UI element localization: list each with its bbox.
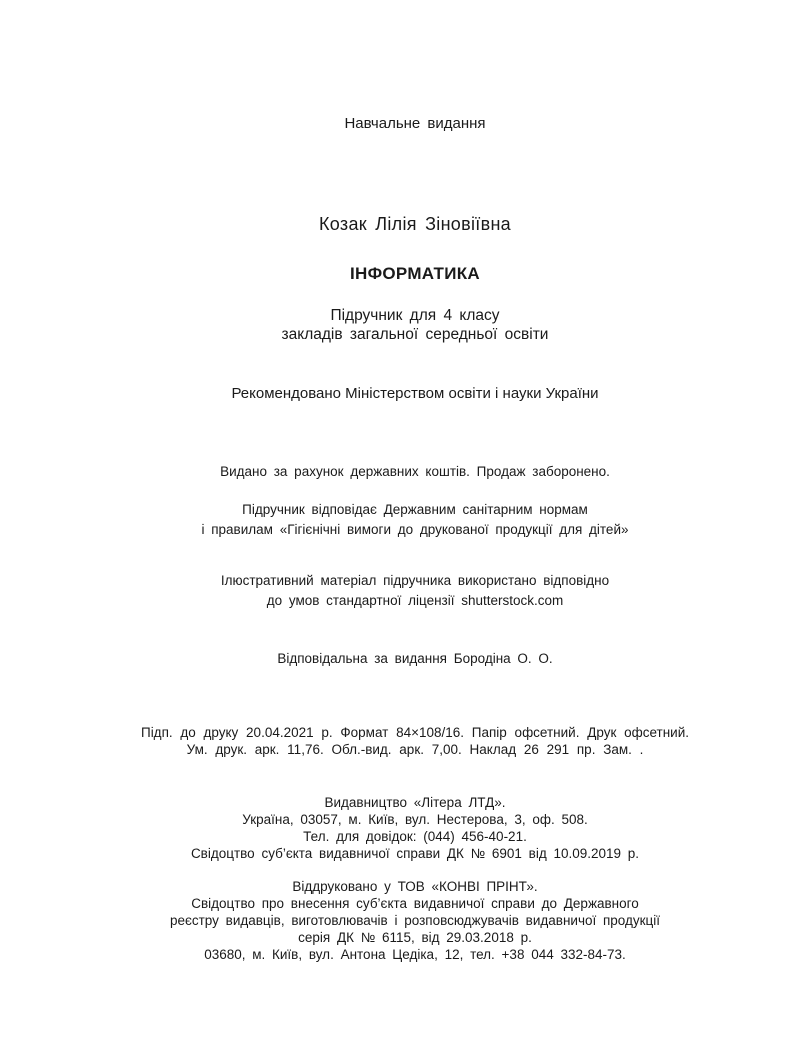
printer-line: 03680, м. Київ, вул. Антона Цедіка, 12, тел. +38 044 332-84-73.	[204, 947, 626, 962]
illustration-line: Ілюстративний матеріал підручника використано відповідно	[220, 573, 610, 588]
subtitle-line: закладів загальної середньої освіти	[281, 326, 549, 343]
sanitary-line: Підручник відповідає Державним санітарним нормам	[242, 502, 588, 517]
book-title: ІНФОРМАТИКА	[350, 264, 480, 283]
sanitary-line: і правилам «Гігієнічні вимоги до друкованої продукції для дітей»	[201, 522, 629, 537]
recommendation: Рекомендовано Міністерством освіти і науки України	[231, 385, 599, 402]
print-spec-line: Ум. друк. арк. 11,76. Обл.-вид. арк. 7,00. Наклад 26 291 пр. Зам. .	[186, 742, 644, 757]
publisher-line: Свідоцтво суб’єкта видавничої справи ДК № 6901 від 10.09.2019 р.	[190, 846, 640, 861]
printer-line: Віддруковано у ТОВ «КОНВІ ПРІНТ».	[292, 879, 538, 894]
edition-type: Навчальне видання	[344, 115, 486, 132]
responsible-editor: Відповідальна за видання Бородіна О. О.	[277, 651, 553, 666]
publisher-line: Видавництво «Літера ЛТД».	[324, 795, 506, 810]
printer-line: серія ДК № 6115, від 29.03.2018 р.	[298, 930, 532, 945]
publisher-line: Тел. для довідок: (044) 456-40-21.	[303, 829, 527, 844]
publisher-line: Україна, 03057, м. Київ, вул. Нестерова, 3, оф. 508.	[242, 812, 588, 827]
author-name: Козак Лілія Зіновіївна	[319, 214, 511, 234]
print-spec-line: Підп. до друку 20.04.2021 р. Формат 84×108/16. Папір офсетний. Друк офсетний.	[140, 725, 690, 740]
illustration-line: до умов стандартної ліцензії shutterstock.com	[266, 593, 564, 608]
subtitle-line: Підручник для 4 класу	[330, 307, 500, 324]
printer-line: Свідоцтво про внесення суб’єкта видавничої справи до Державного	[191, 896, 639, 911]
funding-note: Видано за рахунок державних коштів. Продаж заборонено.	[220, 464, 610, 479]
printer-line: реєстру видавців, виготовлювачів і розповсюджувачів видавничої продукції	[169, 913, 661, 928]
